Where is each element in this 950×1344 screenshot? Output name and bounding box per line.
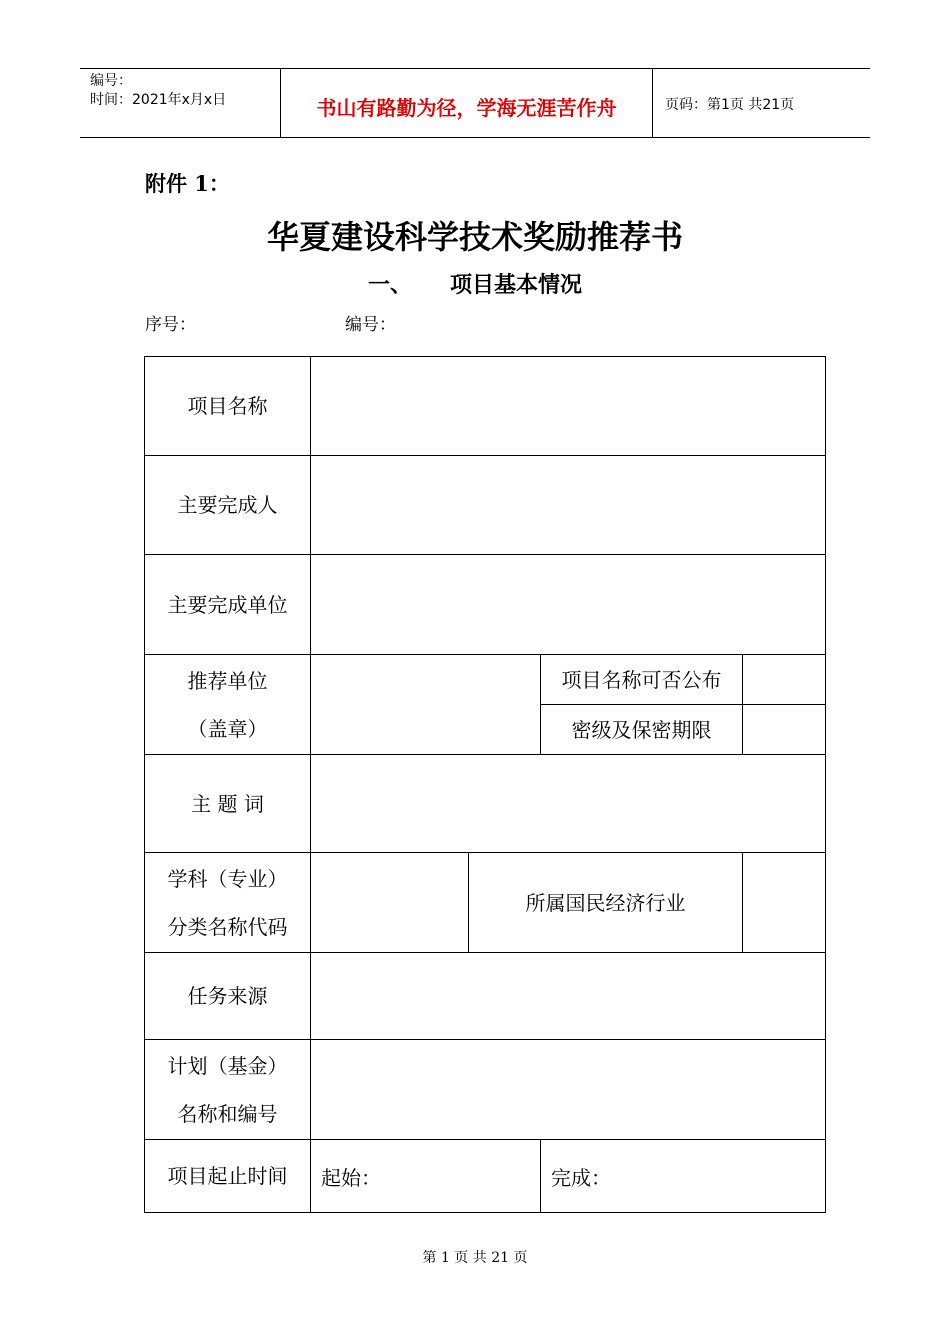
header-meta (80, 69, 281, 137)
code-label: 编号： (345, 315, 396, 335)
recommender-field[interactable] (311, 655, 541, 755)
footer-page-number: 第 1 页 共 21 页 (422, 1250, 528, 1266)
seq-label: 序号： (145, 315, 196, 335)
recommender-label-line2: （盖章） (187, 716, 268, 741)
secret-level-label: 密级及保密期限 (541, 705, 743, 755)
project-name-field[interactable] (311, 357, 826, 456)
start-field[interactable]: 起始： (311, 1140, 541, 1213)
subject-code-label-line1: 学科（专业） (167, 866, 288, 891)
subject-code-field[interactable] (311, 853, 469, 953)
recommender-label (145, 655, 311, 755)
plan-field[interactable] (311, 1040, 826, 1140)
recommender-label-line1: 推荐单位 (187, 668, 268, 693)
keywords-label: 主 题 词 (145, 755, 311, 853)
main-units-label: 主要完成单位 (145, 555, 311, 655)
industry-label: 所属国民经济行业 (469, 853, 743, 953)
page-header (80, 68, 870, 138)
industry-field[interactable] (743, 853, 826, 953)
header-page-info: 页码：第1页 共21页 (665, 97, 795, 113)
plan-label-line2: 名称和编号 (177, 1101, 278, 1126)
public-question-label: 项目名称可否公布 (541, 655, 743, 705)
task-source-label: 任务来源 (145, 953, 311, 1040)
main-persons-field[interactable] (311, 456, 826, 555)
public-question-field[interactable] (743, 655, 826, 705)
project-info-form (144, 356, 826, 1213)
period-label: 项目起止时间 (145, 1140, 311, 1213)
section-heading (0, 268, 950, 299)
end-field[interactable]: 完成： (541, 1140, 826, 1213)
subject-code-label-line2: 分类名称代码 (167, 914, 288, 939)
section-number: 一、 (367, 272, 412, 298)
main-units-field[interactable] (311, 555, 826, 655)
main-persons-label: 主要完成人 (145, 456, 311, 555)
attachment-label: 附件 1： (145, 171, 230, 196)
header-number-label: 编号： (90, 73, 132, 89)
task-source-field[interactable] (311, 953, 826, 1040)
header-time-label: 时间：2021年x月x日 (90, 92, 227, 108)
keywords-field[interactable] (311, 755, 826, 853)
header-motto: 书山有路勤为径，学海无涯苦作舟 (281, 69, 653, 137)
secret-level-field[interactable] (743, 705, 826, 755)
plan-label (145, 1040, 311, 1140)
plan-label-line1: 计划（基金） (167, 1053, 288, 1078)
document-title: 华夏建设科学技术奖励推荐书 (266, 218, 683, 256)
subject-code-label (145, 853, 311, 953)
project-name-label: 项目名称 (145, 357, 311, 456)
section-title: 项目基本情况 (450, 272, 583, 298)
